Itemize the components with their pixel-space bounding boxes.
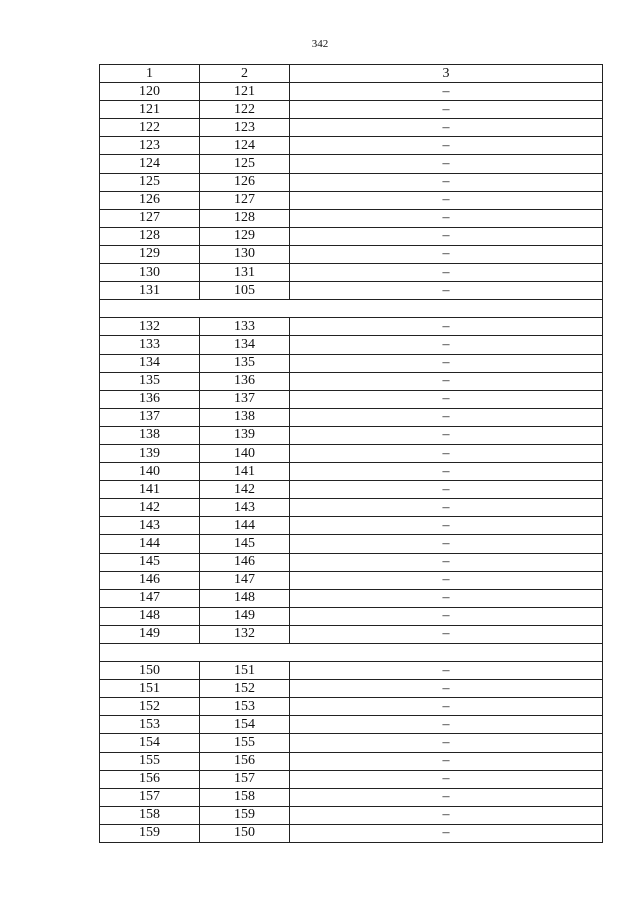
table-cell: 132 <box>200 625 290 643</box>
table-cell: 133 <box>100 336 200 354</box>
table-row <box>100 83 603 101</box>
table-row <box>100 716 603 734</box>
table-cell: 127 <box>100 209 200 227</box>
table-cell: 146 <box>200 553 290 571</box>
table-cell: 145 <box>100 553 200 571</box>
table-cell: – <box>290 535 603 553</box>
table-cell: 139 <box>100 444 200 462</box>
table-cell: 138 <box>100 426 200 444</box>
table-cell: 127 <box>200 191 290 209</box>
table-row <box>100 173 603 191</box>
table-cell: 1 <box>100 65 200 83</box>
table-cell: – <box>290 806 603 824</box>
table-cell: – <box>290 354 603 372</box>
table-row <box>100 372 603 390</box>
table-cell: – <box>290 209 603 227</box>
table-row <box>100 571 603 589</box>
table-cell: 121 <box>100 101 200 119</box>
table-cell: 151 <box>200 662 290 680</box>
table-cell: – <box>290 318 603 336</box>
table-row <box>100 680 603 698</box>
table-row <box>100 734 603 752</box>
table-cell: 146 <box>100 571 200 589</box>
page-number: 342 <box>311 38 329 50</box>
table-cell: – <box>290 589 603 607</box>
table-cell: 157 <box>100 788 200 806</box>
table-cell: 136 <box>100 390 200 408</box>
table-row <box>100 245 603 263</box>
table-cell: – <box>290 716 603 734</box>
table-row <box>100 824 603 842</box>
table-row <box>100 607 603 625</box>
table-row <box>100 336 603 354</box>
table-row <box>100 463 603 481</box>
table-row <box>100 444 603 462</box>
table-row <box>100 788 603 806</box>
table-cell: 158 <box>200 788 290 806</box>
table-cell: 126 <box>200 173 290 191</box>
separator-cell <box>100 644 603 662</box>
table-cell: 148 <box>200 589 290 607</box>
table-cell: 125 <box>200 155 290 173</box>
table-cell: – <box>290 264 603 282</box>
table-cell: 141 <box>200 463 290 481</box>
table-cell: 125 <box>100 173 200 191</box>
table-cell: – <box>290 408 603 426</box>
table-cell: – <box>290 83 603 101</box>
table-cell: 144 <box>100 535 200 553</box>
table-cell: 134 <box>200 336 290 354</box>
table-cell: 126 <box>100 191 200 209</box>
table-row <box>100 806 603 824</box>
table-cell: – <box>290 245 603 263</box>
table-cell: – <box>290 137 603 155</box>
table-cell: – <box>290 625 603 643</box>
table-cell: 132 <box>100 318 200 336</box>
table-cell: 139 <box>200 426 290 444</box>
table-cell: 2 <box>200 65 290 83</box>
table-row <box>100 625 603 643</box>
table-cell: – <box>290 101 603 119</box>
table-row <box>100 354 603 372</box>
table-cell: 128 <box>100 227 200 245</box>
table-cell: 151 <box>100 680 200 698</box>
table-cell: 130 <box>100 264 200 282</box>
table-cell: 152 <box>200 680 290 698</box>
table-cell: 142 <box>100 499 200 517</box>
table-cell: 120 <box>100 83 200 101</box>
table-cell: – <box>290 752 603 770</box>
table-cell: 123 <box>100 137 200 155</box>
table-cell: 131 <box>100 282 200 300</box>
separator-cell <box>100 300 603 318</box>
table-cell: 124 <box>100 155 200 173</box>
table-cell: 144 <box>200 517 290 535</box>
table-row <box>100 101 603 119</box>
table-cell: 137 <box>100 408 200 426</box>
table-cell: 149 <box>100 625 200 643</box>
table-cell: 135 <box>100 372 200 390</box>
group-separator-row <box>100 300 603 318</box>
table-cell: 134 <box>100 354 200 372</box>
table-cell: – <box>290 463 603 481</box>
table-row <box>100 662 603 680</box>
table-cell: 156 <box>100 770 200 788</box>
table-row <box>100 408 603 426</box>
table-cell: – <box>290 553 603 571</box>
table-cell: 140 <box>100 463 200 481</box>
table-row <box>100 535 603 553</box>
table-cell: 138 <box>200 408 290 426</box>
table-cell: 121 <box>200 83 290 101</box>
table-row <box>100 481 603 499</box>
table-cell: 122 <box>200 101 290 119</box>
table-cell: 149 <box>200 607 290 625</box>
table-cell: 156 <box>200 752 290 770</box>
table-cell: 140 <box>200 444 290 462</box>
table-cell: 123 <box>200 119 290 137</box>
table-cell: 159 <box>100 824 200 842</box>
table-cell: – <box>290 282 603 300</box>
table-cell: 157 <box>200 770 290 788</box>
table-cell: – <box>290 499 603 517</box>
table-row <box>100 282 603 300</box>
table-cell: 131 <box>200 264 290 282</box>
table-row <box>100 698 603 716</box>
table-cell: – <box>290 788 603 806</box>
table-cell: 147 <box>200 571 290 589</box>
table-cell: 145 <box>200 535 290 553</box>
table-cell: – <box>290 119 603 137</box>
table-cell: – <box>290 426 603 444</box>
table-cell: – <box>290 571 603 589</box>
table-cell: 150 <box>100 662 200 680</box>
table-cell: – <box>290 390 603 408</box>
table-row <box>100 752 603 770</box>
data-table <box>99 64 603 843</box>
table-cell: – <box>290 517 603 535</box>
table-cell: – <box>290 607 603 625</box>
table-row <box>100 589 603 607</box>
table-row <box>100 318 603 336</box>
table-cell: 105 <box>200 282 290 300</box>
group-separator-row <box>100 644 603 662</box>
table-cell: – <box>290 734 603 752</box>
table-cell: 124 <box>200 137 290 155</box>
table-cell: – <box>290 444 603 462</box>
table-cell: 143 <box>200 499 290 517</box>
table-row <box>100 499 603 517</box>
table-cell: 143 <box>100 517 200 535</box>
table-cell: 155 <box>100 752 200 770</box>
table-cell: 133 <box>200 318 290 336</box>
table-cell: – <box>290 824 603 842</box>
table-header-row <box>100 65 603 83</box>
table-cell: – <box>290 680 603 698</box>
table-row <box>100 517 603 535</box>
table-cell: 129 <box>200 227 290 245</box>
table-cell: 148 <box>100 607 200 625</box>
table-row <box>100 137 603 155</box>
table-cell: – <box>290 372 603 390</box>
table-cell: 153 <box>200 698 290 716</box>
table-row <box>100 227 603 245</box>
table-cell: – <box>290 770 603 788</box>
table-cell: 135 <box>200 354 290 372</box>
table-row <box>100 191 603 209</box>
table-cell: 141 <box>100 481 200 499</box>
table-cell: 122 <box>100 119 200 137</box>
table-row <box>100 770 603 788</box>
table-cell: 3 <box>290 65 603 83</box>
table-cell: – <box>290 227 603 245</box>
table-cell: – <box>290 481 603 499</box>
table-row <box>100 264 603 282</box>
table-row <box>100 426 603 444</box>
table-cell: 154 <box>200 716 290 734</box>
table-cell: – <box>290 662 603 680</box>
table-cell: – <box>290 698 603 716</box>
table-cell: 153 <box>100 716 200 734</box>
table-cell: – <box>290 336 603 354</box>
table-cell: 150 <box>200 824 290 842</box>
table-cell: – <box>290 173 603 191</box>
table-body <box>100 65 603 843</box>
table-cell: 130 <box>200 245 290 263</box>
table-cell: – <box>290 155 603 173</box>
table-row <box>100 390 603 408</box>
table-cell: – <box>290 191 603 209</box>
table-cell: 155 <box>200 734 290 752</box>
table-cell: 152 <box>100 698 200 716</box>
table-row <box>100 119 603 137</box>
table-cell: 137 <box>200 390 290 408</box>
table-cell: 142 <box>200 481 290 499</box>
table-row <box>100 155 603 173</box>
table-cell: 128 <box>200 209 290 227</box>
table-cell: 136 <box>200 372 290 390</box>
table-cell: 159 <box>200 806 290 824</box>
table-row <box>100 553 603 571</box>
table-row <box>100 209 603 227</box>
table-cell: 129 <box>100 245 200 263</box>
table-cell: 154 <box>100 734 200 752</box>
table-cell: 158 <box>100 806 200 824</box>
table-cell: 147 <box>100 589 200 607</box>
